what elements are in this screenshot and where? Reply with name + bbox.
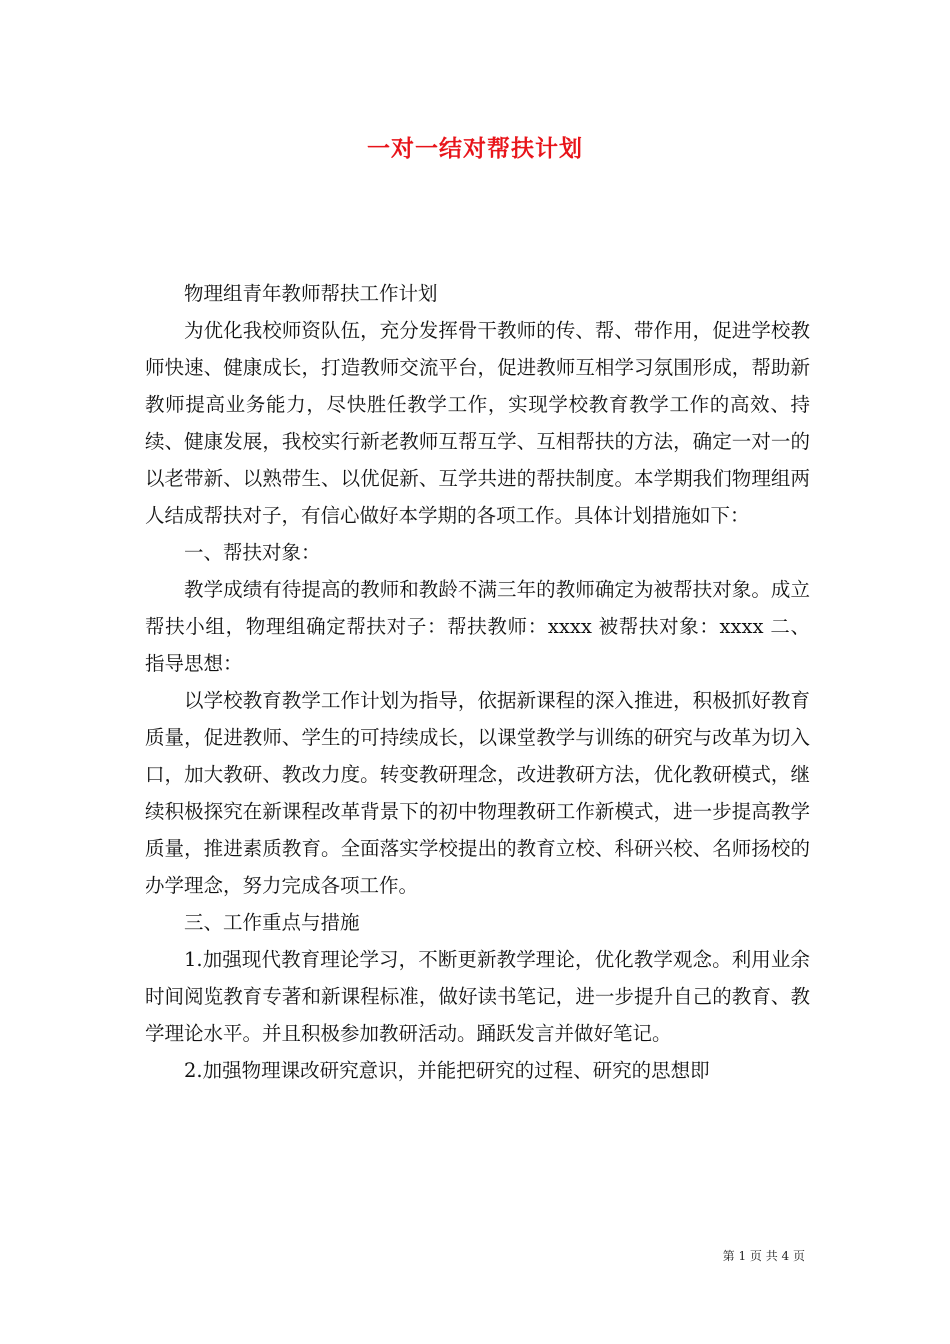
section-heading: 三、工作重点与措施 <box>184 911 360 934</box>
section-heading: 物理组青年教师帮扶工作计划 <box>184 282 438 305</box>
paragraph-guiding-ideology: 以学校教育教学工作计划为指导，依据新课程的深入推进，积极抓好教育质量，促进教师、学生的可持续成长，以课堂教学与训练的研究与改革为切入口，加大教研、教改力度。转变教研理念，改进教研方法，优化教研模式，继续积极探究在新课程改革背景下的初中物理教研工作新模式，进一步提高教学质量，推进素质教育。全面落实学校提出的教育立校、科研兴校、名师扬校的办学理念，努力完成各项工作。 <box>145 689 810 897</box>
paragraph-target: 教学成绩有待提高的教师和教龄不满三年的教师确定为被帮扶对象。成立帮扶小组，物理组确定帮扶对子：帮扶教师：xxxx 被帮扶对象：xxxx 二、指导思想： <box>145 578 810 675</box>
intro-paragraph: 为优化我校师资队伍，充分发挥骨干教师的传、帮、带作用，促进学校教师快速、健康成长，打造教师交流平台，促进教师互相学习氛围形成，帮助新教师提高业务能力，尽快胜任教学工作，实现学校教育教学工作的高效、持续、健康发展，我校实行新老教师互帮互学、互相帮扶的方法，确定一对一的以老带新、以熟带生、以优促新、互学共进的帮扶制度。本学期我们物理组两人结成帮扶对子，有信心做好本学期的各项工作。具体计划措施如下： <box>145 319 810 527</box>
document-body <box>145 275 810 1089</box>
document-title: 一对一结对帮扶计划 <box>367 135 583 162</box>
paragraph-measure-2: 2.加强物理课改研究意识，并能把研究的过程、研究的思想即 <box>184 1059 710 1082</box>
section-heading: 一、帮扶对象： <box>184 541 321 564</box>
page-number: 第 1 页 共 4 页 <box>722 1249 805 1263</box>
paragraph-measure-1: 1.加强现代教育理论学习，不断更新教学理论，优化教学观念。利用业余时间阅览教育专著和新课程标准，做好读书笔记，进一步提升自己的教育、教学理论水平。并且积极参加教研活动。踊跃发言并做好笔记。 <box>145 948 810 1045</box>
